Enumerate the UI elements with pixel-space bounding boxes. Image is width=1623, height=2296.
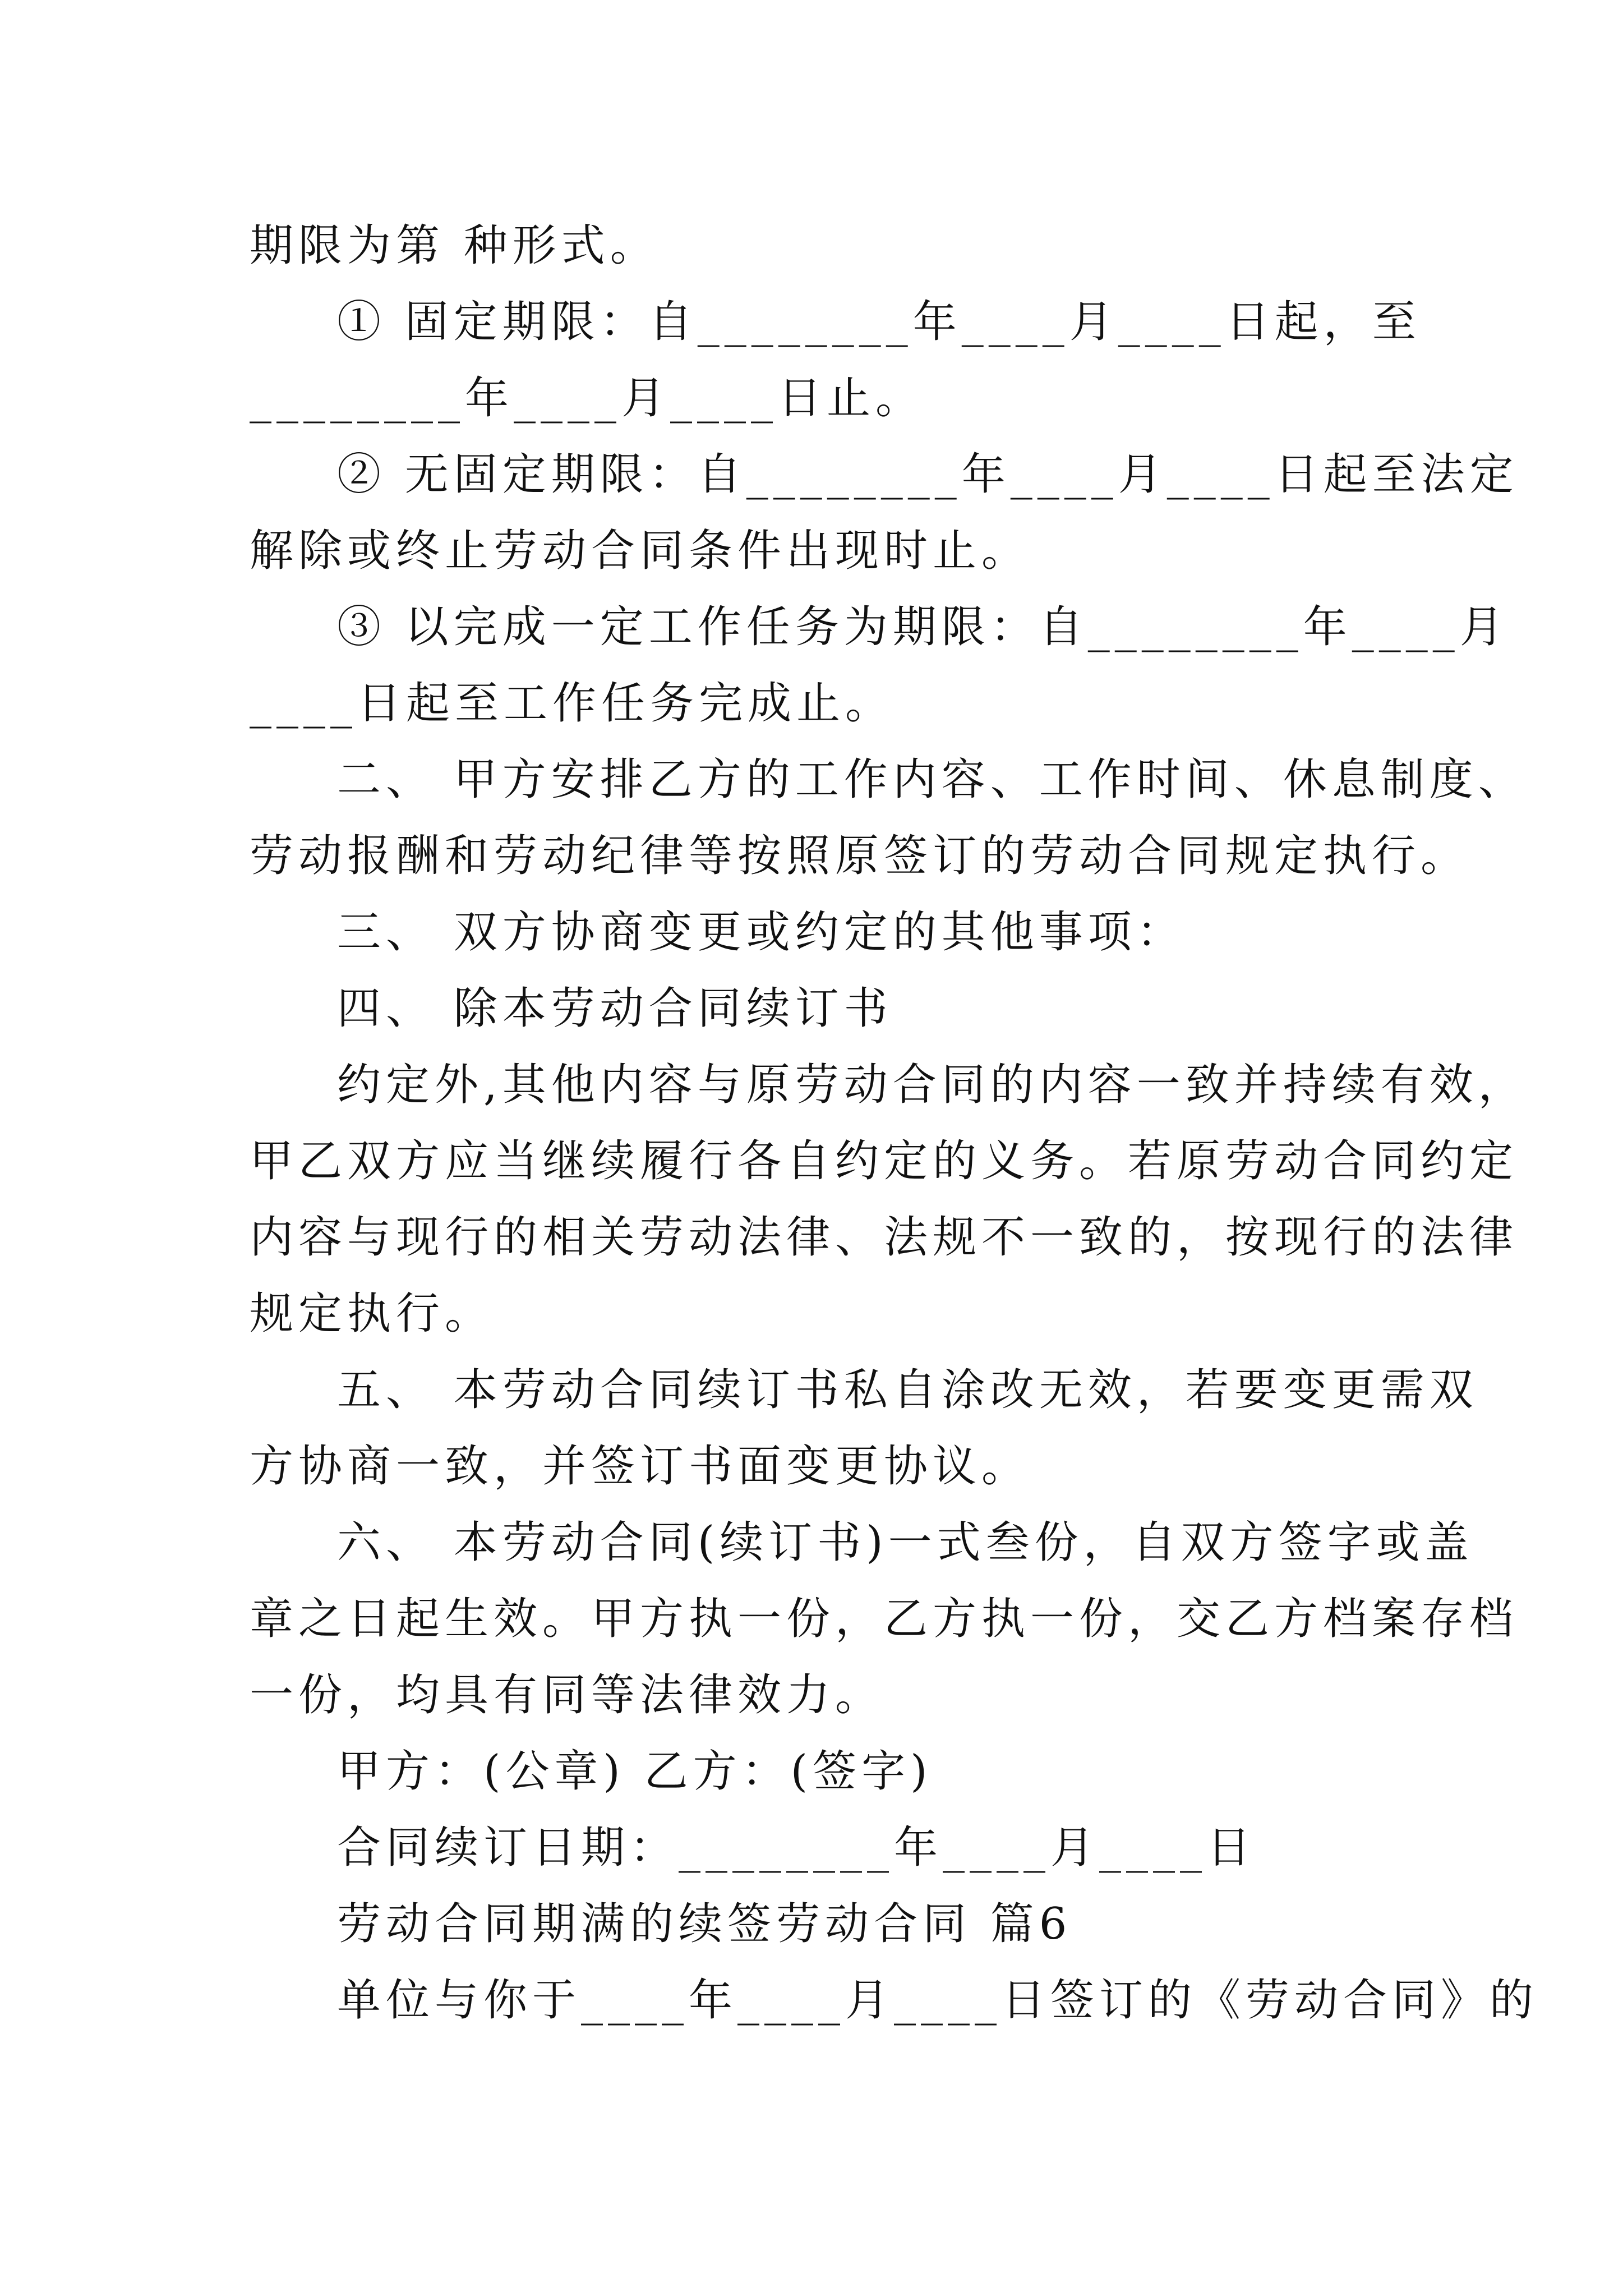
line-text: 方协商一致，并签订书面变更协议。 — [250, 1441, 1031, 1492]
line-text: 六、 本劳动合同(续订书)一式叁份，自双方签字或盖 — [337, 1517, 1474, 1568]
text-line — [250, 1276, 1405, 1352]
line-text: 解除或终止劳动合同条件出现时止。 — [250, 526, 1031, 576]
line-text: 四、 除本劳动合同续订书 — [337, 983, 893, 1034]
line-text: ________年____月____日止。 — [250, 373, 925, 424]
line-text: 甲乙双方应当继续履行各自约定的义务。若原劳动合同约定 — [250, 1136, 1519, 1186]
text-line — [250, 1886, 1405, 1962]
text-line — [250, 1581, 1519, 1657]
text-line — [250, 1047, 1527, 1123]
line-text: 二、 甲方安排乙方的工作内容、工作时间、休息制度、 — [337, 754, 1527, 805]
text-line — [250, 513, 1405, 589]
line-text: 三、 双方协商变更或约定的其他事项： — [337, 907, 1186, 958]
line-text: ③ 以完成一定工作任务为期限：自________年____月 — [337, 602, 1509, 652]
line-text: 劳动合同期满的续签劳动合同 篇6 — [337, 1899, 1072, 1949]
text-line — [250, 1657, 1405, 1733]
line-text: 劳动报酬和劳动纪律等按照原签订的劳动合同规定执行。 — [250, 831, 1470, 881]
line-text: ① 固定期限：自________年____月____日起，至 — [337, 297, 1421, 347]
line-text: 合同续订日期：________年____月____日 — [337, 1823, 1256, 1873]
text-line — [250, 1428, 1405, 1504]
text-line — [250, 1352, 1478, 1428]
line-text: ____日起至工作任务完成止。 — [250, 678, 895, 729]
line-text: 期限为第 种形式。 — [250, 220, 659, 271]
line-text: ② 无固定期限：自________年____月____日起至法定 — [337, 449, 1519, 500]
text-line — [250, 208, 1405, 284]
text-line — [250, 284, 1421, 360]
text-line — [250, 1810, 1405, 1886]
line-text: 约定外,其他内容与原劳动合同的内容一致并持续有效， — [337, 1060, 1527, 1110]
line-text: 五、 本劳动合同续订书私自涂改无效，若要变更需双 — [337, 1365, 1478, 1415]
text-line — [250, 436, 1519, 513]
text-line — [250, 1123, 1519, 1199]
text-line — [250, 742, 1527, 818]
line-text: 规定执行。 — [250, 1289, 494, 1339]
text-line — [250, 589, 1509, 665]
line-text: 一份，均具有同等法律效力。 — [250, 1670, 884, 1720]
text-line — [250, 665, 1405, 742]
text-line — [250, 894, 1405, 970]
line-text: 单位与你于____年____月____日签订的《劳动合同》的 — [337, 1975, 1539, 2026]
text-line — [250, 970, 1405, 1047]
document-body — [250, 208, 1539, 2039]
line-text: 章之日起生效。甲方执一份，乙方执一份，交乙方档案存档 — [250, 1594, 1519, 1644]
text-line — [250, 1199, 1519, 1276]
text-line — [250, 1504, 1474, 1581]
text-line — [250, 1733, 1405, 1810]
text-line — [250, 818, 1470, 894]
text-line — [250, 360, 1405, 436]
line-text: 甲方：(公章) 乙方：(签字) — [337, 1746, 933, 1797]
line-text: 内容与现行的相关劳动法律、法规不一致的，按现行的法律 — [250, 1212, 1519, 1263]
text-line — [250, 1962, 1539, 2039]
